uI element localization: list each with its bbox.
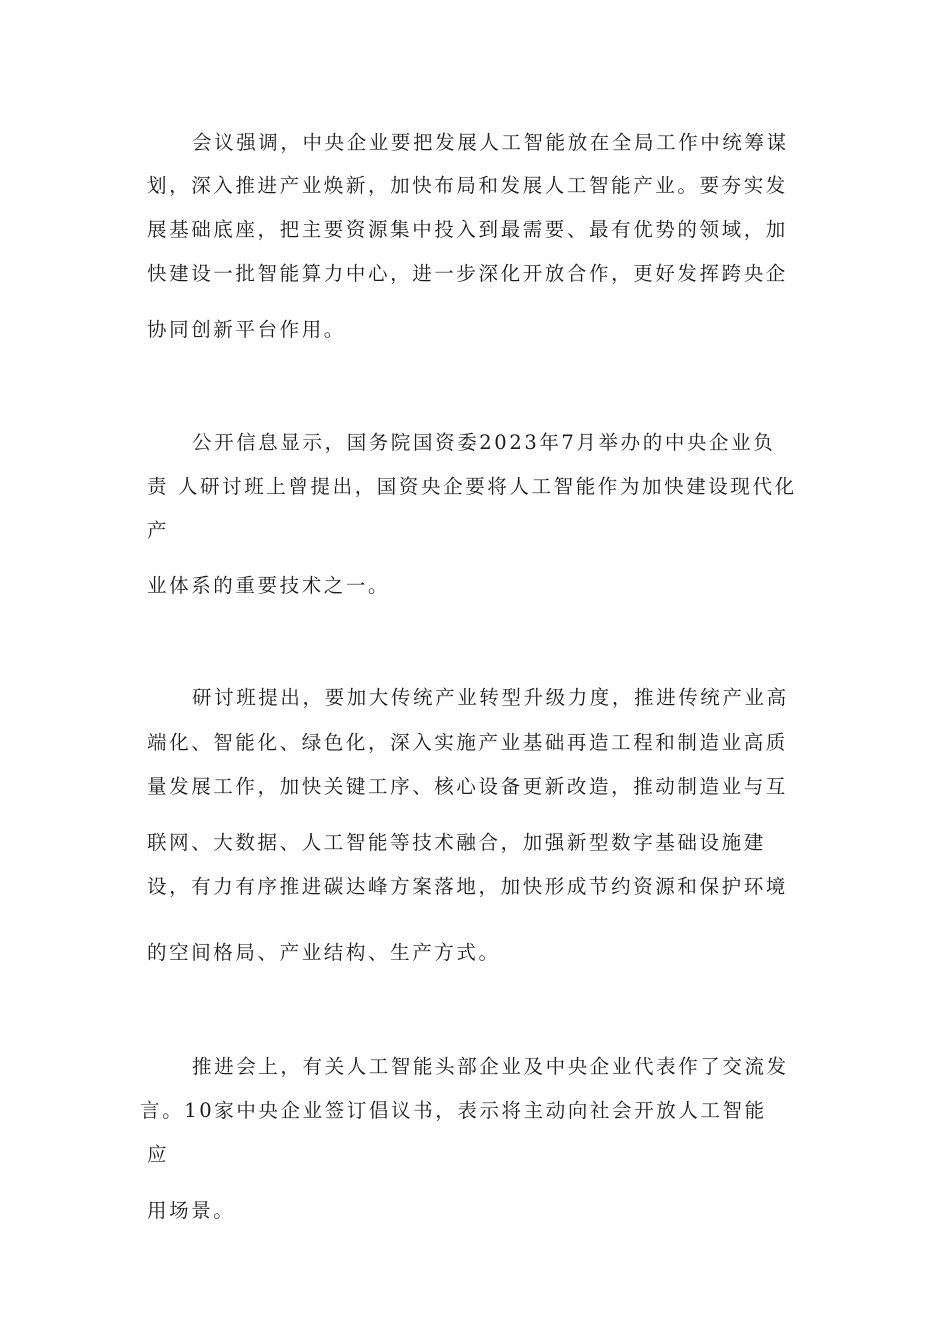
paragraph-line: 产 [147,519,170,542]
paragraph-line: 快建设一批智能算力中心，进一步深化开放合作，更好发挥跨央企 [147,262,788,285]
paragraph-line: 用场景。 [147,1199,236,1222]
paragraph-line: 的空间格局、产业结构、生产方式。 [147,941,501,964]
paragraph-line: 端化、智能化、绿色化，深入实施产业基础再造工程和制造业高质 [147,731,788,754]
paragraph-line: 推进会上，有关人工智能头部企业及中央企业代表作了交流发 [192,1055,789,1078]
paragraph-line: 会议强调，中央企业要把发展人工智能放在全局工作中统筹谋 [192,131,789,154]
paragraph-line: 责 人研讨班上曾提出，国资央企要将人工智能作为加快建设现代化 [147,475,797,498]
paragraph-line: 应 [147,1143,170,1166]
paragraph-line: 联网、大数据、人工智能等技术融合，加强新型数字基础设施建 [147,831,766,854]
paragraph-line: 量发展工作，加快关键工序、核心设备更新改造，推动制造业与互 [147,775,788,798]
paragraph-line: 研讨班提出，要加大传统产业转型升级力度，推进传统产业高 [192,686,789,709]
paragraph-line: 业体系的重要技术之一。 [147,574,391,597]
paragraph-line: 言。10家中央企业签订倡议书，表示将主动向社会开放人工智能 [140,1099,767,1122]
paragraph-line: 展基础底座，把主要资源集中投入到最需要、最有优势的领域，加 [147,218,788,241]
paragraph-line: 划，深入推进产业焕新，加快布局和发展人工智能产业。要夯实发 [147,174,788,197]
paragraph-line: 公开信息显示，国务院国资委2023年7月举办的中央企业负 [192,431,776,454]
paragraph-line: 设，有力有序推进碳达峰方案落地，加快形成节约资源和保护环境 [147,875,788,898]
paragraph-line: 协同创新平台作用。 [147,318,346,341]
